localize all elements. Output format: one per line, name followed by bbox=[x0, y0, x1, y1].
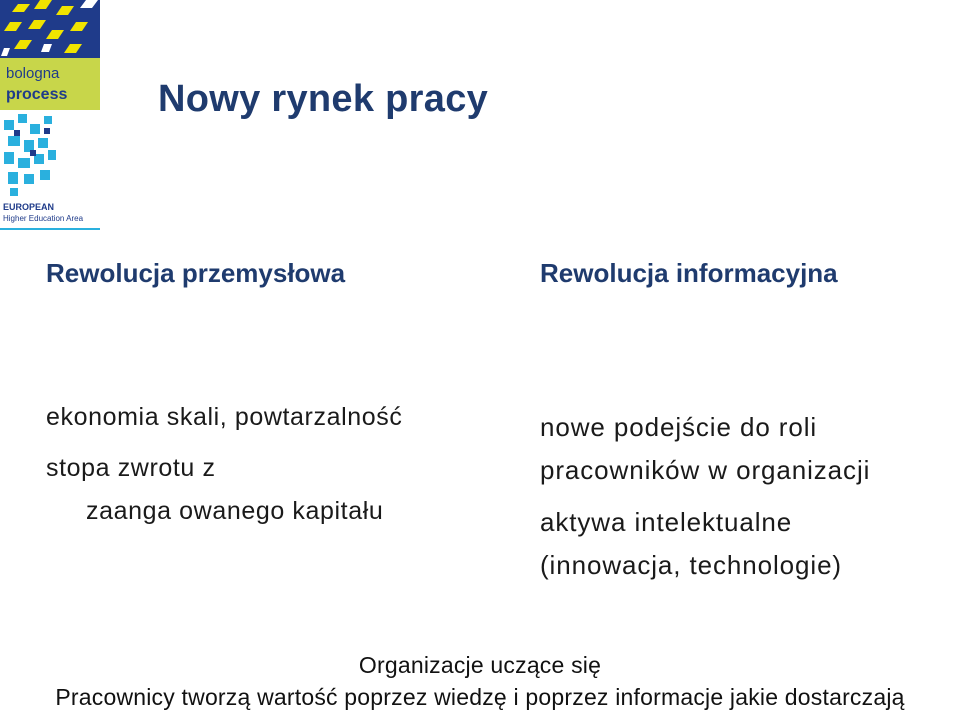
footer-value-creation: Pracownicy tworzą wartość poprzez wiedzę i poprzez informacje jakie dostarczają bbox=[55, 684, 905, 710]
slide-title: Nowy rynek pracy bbox=[158, 78, 489, 120]
bologna-process-logo-graphic bbox=[0, 0, 100, 232]
left-column-heading: Rewolucja przemysłowa bbox=[46, 258, 346, 288]
logo-text-process: process bbox=[6, 86, 68, 103]
right-line-employees-role: pracowników w organizacji bbox=[540, 455, 871, 485]
right-line-intellectual-assets: aktywa intelektualne bbox=[540, 507, 793, 537]
logo-text-bologna: bologna bbox=[6, 65, 60, 82]
logo-text-higher-education-area: Higher Education Area bbox=[3, 214, 84, 223]
left-line-economy-of-scale: ekonomia skali, powtarzalność bbox=[46, 403, 403, 431]
footer-learning-organizations: Organizacje uczące się bbox=[358, 652, 602, 678]
left-line-rate-of-return: stopa zwrotu z bbox=[46, 454, 216, 482]
right-line-new-approach: nowe podejście do roli bbox=[540, 412, 818, 442]
logo-text-european: EUROPEAN bbox=[3, 202, 55, 212]
right-column-heading: Rewolucja informacyjna bbox=[540, 258, 838, 288]
left-line-invested-capital: zaanga owanego kapitału bbox=[86, 497, 384, 525]
bologna-process-logo bbox=[0, 0, 100, 232]
right-line-innovation-technology: (innowacja, technologie) bbox=[540, 550, 842, 580]
